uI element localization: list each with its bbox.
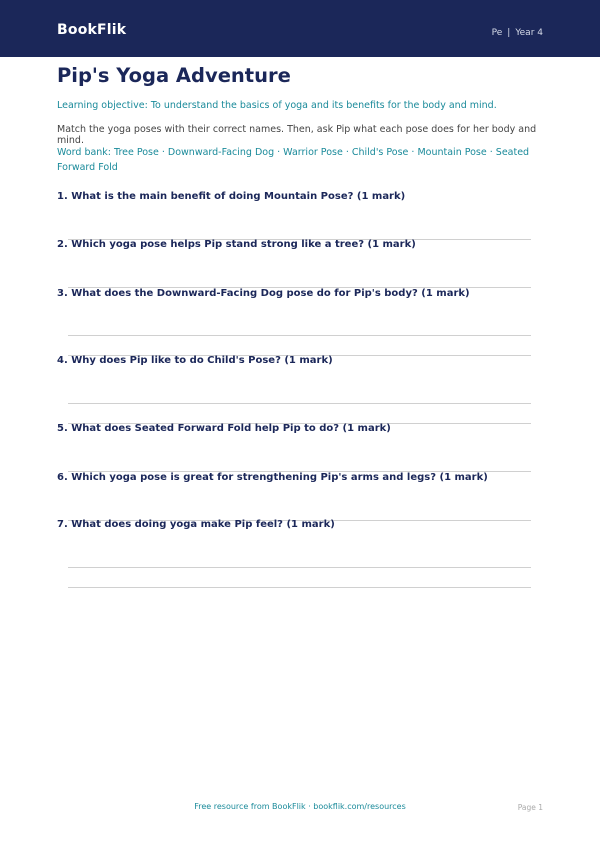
question-4: 4. Why does Pip like to do Child's Pose? (1 mark): [57, 355, 333, 366]
page-header: [0, 0, 600, 57]
word-bank: Word bank: Tree Pose · Downward-Facing Dog · Warrior Pose · Child's Pose · Mountain Pose · Seated Forward Fold: [57, 147, 530, 173]
question-5: 5. What does Seated Forward Fold help Pip to do? (1 mark): [57, 423, 391, 434]
meta-separator: |: [507, 28, 511, 38]
answer-line[interactable]: [68, 403, 531, 404]
year-label: Year 4: [515, 28, 543, 38]
instructions: Match the yoga poses with their correct names. Then, ask Pip what each pose does for her body and mind.: [57, 124, 537, 146]
subject-label: Pe: [491, 28, 503, 38]
answer-line[interactable]: [68, 335, 531, 336]
footer-text: Free resource from BookFlik · bookflik.com/resources: [194, 802, 406, 811]
page-number: Page 1: [517, 803, 543, 812]
question-7: 7. What does doing yoga make Pip feel? (1 mark): [57, 519, 335, 530]
question-3: 3. What does the Downward-Facing Dog pose do for Pip's body? (1 mark): [57, 288, 470, 299]
learning-objective: Learning objective: To understand the basics of yoga and its benefits for the body and mind.: [57, 100, 497, 111]
answer-line[interactable]: [68, 587, 531, 588]
brand-logo: BookFlik: [57, 22, 127, 38]
header-meta: [492, 28, 543, 38]
answer-line[interactable]: [68, 567, 531, 568]
question-2: 2. Which yoga pose helps Pip stand strong like a tree? (1 mark): [57, 239, 416, 250]
question-6: 6. Which yoga pose is great for strengthening Pip's arms and legs? (1 mark): [57, 472, 488, 483]
worksheet-title: Pip's Yoga Adventure: [57, 64, 291, 87]
question-1: 1. What is the main benefit of doing Mountain Pose? (1 mark): [57, 191, 406, 202]
